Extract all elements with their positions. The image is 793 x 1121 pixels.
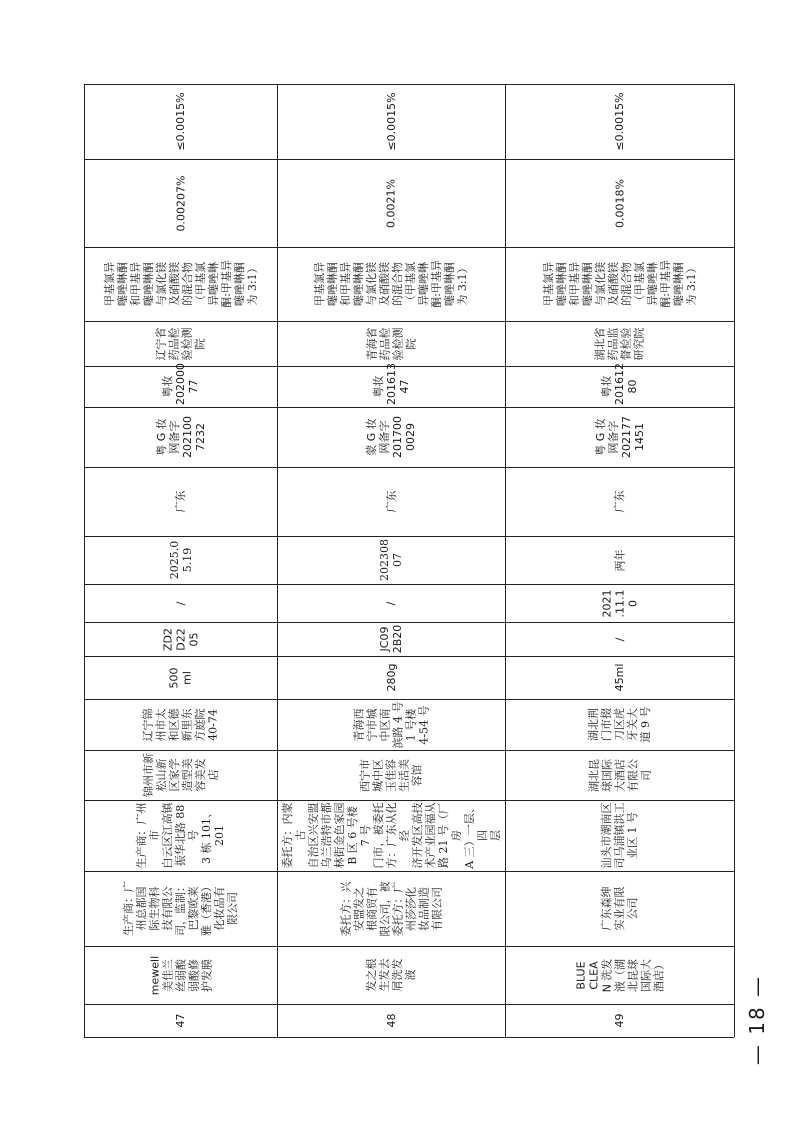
record-47-result-cell: [84, 159, 277, 247]
record-47-license-cell: [84, 407, 277, 467]
record-47-spec-cell: [84, 656, 277, 699]
record-expiry-text: 2025.0 5.19: [167, 540, 194, 580]
record-company-text: 委托方：兴 安盟发之 根商贸有 限公司，被 委托方：广 州莎莎化 妆品制造 有限公司: [339, 881, 443, 936]
record-47-seller-addr-cell: [84, 699, 277, 750]
record-prod-license-text: 粤妆 202000 77: [161, 363, 200, 405]
record-standard-text: ≤0.0015%: [613, 92, 626, 151]
record-result-text: 0.0018%: [613, 178, 626, 228]
record-49-company-cell: [505, 871, 734, 946]
record-49-seller-cell: [505, 750, 734, 800]
record-result-text: 0.0021%: [384, 178, 398, 228]
record-48-no-cell: [277, 1004, 505, 1037]
record-48-expiry-cell: [277, 536, 505, 584]
record-date-text: 2021 .11.1 0: [600, 589, 639, 617]
record-48-origin-cell: [277, 467, 505, 536]
record-48-lab-cell: [277, 321, 505, 366]
record-48-item-cell: [277, 247, 505, 321]
record-48-company-cell: [277, 871, 505, 946]
record-name-text: 发之根 生发去 屑洗发 液: [365, 958, 417, 992]
record-48-name-cell: [277, 946, 505, 1004]
record-batch-text: /: [613, 637, 626, 641]
table-column-rule: [734, 84, 735, 1037]
record-origin-text: 广东: [613, 490, 626, 513]
record-49-prod-license-cell: [505, 363, 734, 407]
record-48-prod-license-cell: [277, 363, 505, 407]
record-47-seller-cell: [84, 750, 277, 800]
record-date-text: /: [174, 601, 187, 605]
record-seller-text: 锦州市新 松山新 区家学 造型美 容美发 店: [141, 753, 220, 797]
record-item-text: 甲基氯异 噻唑啉酮 和甲基异 噻唑啉酮 与氯化镁 及硝酸镁 的混合物 （甲基氯 异噻唑啉 酮:甲基异 噻唑啉酮 为 3:1）: [102, 260, 259, 308]
record-company-text: 生产商：广 州总都国 际生物科 技有限公 司，监制： 巴黎欧莱 雅（香港） 化妆品有 限公司: [122, 881, 239, 936]
record-item-text: 甲基氯异 噻唑啉酮 和甲基异 噻唑啉酮 与氯化镁 及硝酸镁 的混合物 （甲基氯 异噻唑啉 酮:甲基异 噻唑啉酮 为 3:1）: [541, 260, 698, 308]
inspection-results-table: [84, 84, 734, 1037]
record-47-lab-cell: [84, 321, 277, 366]
record-expiry-text: 202308 07: [378, 539, 404, 581]
record-49-result-cell: [505, 159, 734, 247]
record-47-batch-cell: [84, 622, 277, 656]
record-batch-text: JC09 2B20: [378, 624, 404, 654]
record-lab-text: 湖北省 药品监 督检验 研究院: [593, 327, 646, 360]
record-49-date-cell: [505, 584, 734, 622]
record-48-batch-cell: [277, 622, 505, 656]
record-spec-text: 500 ml: [167, 667, 194, 688]
record-49-expiry-cell: [505, 536, 734, 584]
record-item-text: 甲基氯异 噻唑啉酮 和甲基异 噻唑啉酮 与氯化镁 及硝酸镁 的混合物 （甲基氯 异噻唑啉 酮:甲基异 噻唑啉酮 为 3:1）: [313, 260, 469, 308]
record-origin-text: 广东: [384, 490, 398, 513]
record-name-text: mewell 美佳兰 丝弱酸 弱酸修 护发膜: [148, 955, 213, 995]
record-48-seller-cell: [277, 750, 505, 800]
record-49-spec-cell: [505, 656, 734, 699]
record-result-text: 0.00207%: [174, 175, 187, 231]
record-48-date-cell: [277, 584, 505, 622]
record-49-name-cell: [505, 946, 734, 1004]
record-47-origin-cell: [84, 467, 277, 536]
record-47-standard-cell: [84, 84, 277, 159]
record-license-text: 粤 G 妆 网备字 202100 7232: [154, 416, 207, 458]
record-47-expiry-cell: [84, 536, 277, 584]
record-seller-addr-text: 辽宁锦 州市太 和区德 新里东 方庭院 40-74: [141, 708, 220, 741]
record-expiry-text: 两年: [613, 549, 626, 571]
record-47-no-cell: [84, 1004, 277, 1037]
record-48-standard-cell: [277, 84, 505, 159]
record-spec-text: 280g: [384, 663, 398, 692]
record-name-text: BLUE CLEA N 洗发 液（湖 北昆球 国际大 酒店）: [574, 958, 665, 992]
record-49-origin-cell: [505, 467, 734, 536]
record-48-seller-addr-cell: [277, 699, 505, 750]
record-no-text: 48: [384, 1013, 398, 1028]
record-spec-text: 45ml: [613, 663, 626, 692]
record-seller-addr-text: 青海西 宁市城 中区南 滨路 4 号 1 号楼 4-54 号: [352, 701, 430, 748]
record-48-address-cell: [277, 800, 505, 871]
page-number-text: — 18 —: [745, 974, 770, 1066]
page-number: [742, 974, 772, 1066]
record-address-text: 委托方：内蒙古 自治区兴安盟 乌兰浩特市都 林街金色家园 B 区 6 号楼 7 号 门市，被委托 方：广东从化经 济开发区高技 术产业园福从 路 21 号（厂房 A 三）一层、四 层: [280, 802, 502, 869]
record-49-lab-cell: [505, 321, 734, 366]
record-49-address-cell: [505, 800, 734, 871]
record-lab-text: 辽宁省 药品检 验检测 院: [154, 327, 207, 360]
record-batch-text: ZD2 D22 05: [161, 627, 200, 651]
record-47-company-cell: [84, 871, 277, 946]
record-seller-text: 西宁市 城中区 玉佳容 生活美 容馆: [358, 758, 424, 792]
record-47-item-cell: [84, 247, 277, 321]
record-license-text: 粤 G 妆 网备字 202177 1451: [593, 416, 646, 458]
record-origin-text: 广东: [174, 490, 187, 513]
record-47-name-cell: [84, 946, 277, 1004]
record-47-date-cell: [84, 584, 277, 622]
record-48-spec-cell: [277, 656, 505, 699]
record-company-text: 广东森绅 实业有限 公司: [600, 886, 639, 931]
record-license-text: 蒙 G 妆 网备字 201700 0029: [365, 416, 417, 458]
record-47-prod-license-cell: [84, 363, 277, 407]
record-seller-text: 湖北昆 球国际 大酒店 有限公 司: [587, 758, 652, 792]
record-address-text: 汕头市潮南区 司马浦镇洪工 业区 1 号: [600, 802, 639, 869]
record-49-item-cell: [505, 247, 734, 321]
record-no-text: 49: [613, 1013, 626, 1028]
record-48-result-cell: [277, 159, 505, 247]
record-prod-license-text: 粤妆 201612 80: [600, 363, 639, 405]
record-49-no-cell: [505, 1004, 734, 1037]
record-49-seller-addr-cell: [505, 699, 734, 750]
record-seller-addr-text: 湖北荆 门市掇 刀区虎 牙关大 道 9 号: [587, 706, 652, 743]
record-49-license-cell: [505, 407, 734, 467]
record-standard-text: ≤0.0015%: [174, 92, 187, 151]
record-49-standard-cell: [505, 84, 734, 159]
record-47-address-cell: [84, 800, 277, 871]
record-lab-text: 青海省 药品检 验检测 院: [365, 327, 417, 360]
record-48-license-cell: [277, 407, 505, 467]
record-no-text: 47: [174, 1013, 187, 1028]
record-date-text: /: [384, 601, 398, 605]
table-row-rule: [84, 1037, 734, 1038]
record-standard-text: ≤0.0015%: [384, 92, 398, 151]
record-address-text: 生产商：广州市 白云区江高镇 振华北路 88 号 3 栋 101、201: [135, 802, 226, 869]
record-prod-license-text: 粤妆 201613 47: [371, 363, 411, 405]
record-49-batch-cell: [505, 622, 734, 656]
